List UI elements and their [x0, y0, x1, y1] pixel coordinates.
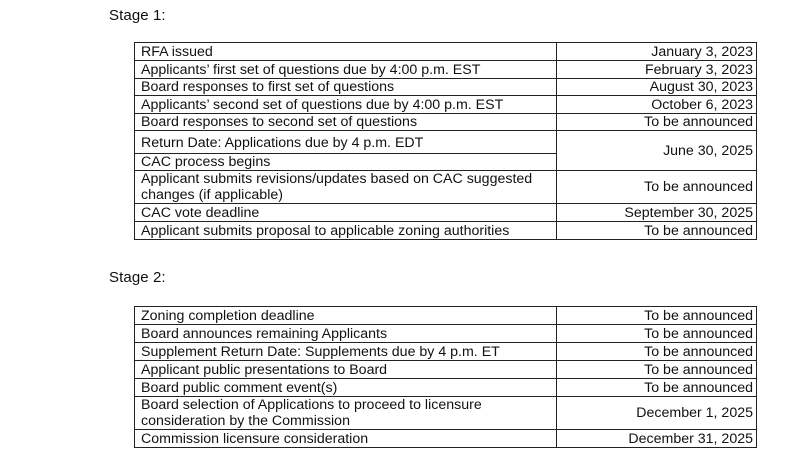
milestone-description: Board announces remaining Applicants	[135, 325, 557, 343]
table-row	[135, 379, 757, 397]
milestone-date: October 6, 2023	[557, 96, 757, 114]
milestone-date: To be announced	[557, 222, 757, 240]
table-row	[135, 204, 757, 222]
milestone-description: Commission licensure consideration	[135, 430, 557, 448]
milestone-description: RFA issued	[135, 43, 557, 61]
stage-2-schedule-table	[134, 306, 757, 448]
milestone-description-line: Board selection of Applications to proceed to licensure	[141, 397, 482, 413]
milestone-description: Applicants’ first set of questions due by 4:00 p.m. EST	[135, 61, 557, 79]
milestone-description-line: consideration by the Commission	[141, 413, 350, 429]
milestone-date: To be announced	[557, 361, 757, 379]
milestone-description: CAC vote deadline	[135, 204, 557, 222]
milestone-description-line: changes (if applicable)	[141, 187, 283, 203]
table-row	[135, 397, 757, 430]
milestone-description	[135, 171, 557, 204]
table-row	[135, 131, 757, 171]
milestone-description	[135, 397, 557, 430]
table-row	[135, 43, 757, 61]
milestone-description: Board public comment event(s)	[135, 379, 557, 397]
milestone-date: To be announced	[557, 307, 757, 325]
table-row	[135, 171, 757, 204]
milestone-date: December 1, 2025	[557, 397, 757, 430]
milestone-date: December 31, 2025	[557, 430, 757, 448]
table-row	[135, 61, 757, 79]
table-row	[135, 307, 757, 325]
stage-1-schedule-table	[134, 42, 757, 240]
milestone-description-line: CAC process begins	[141, 154, 271, 170]
stage-2-heading: Stage 2:	[109, 269, 166, 286]
milestone-date: To be announced	[557, 379, 757, 397]
milestone-description: Zoning completion deadline	[135, 307, 557, 325]
milestone-date: To be announced	[557, 171, 757, 204]
milestone-date: To be announced	[557, 343, 757, 361]
milestone-date: To be announced	[557, 114, 757, 131]
milestone-date: January 3, 2023	[557, 43, 757, 61]
milestone-description: Applicants’ second set of questions due by 4:00 p.m. EST	[135, 96, 557, 114]
milestone-description: Board responses to second set of questions	[135, 114, 557, 131]
milestone-description	[135, 131, 557, 171]
milestone-description: Applicant public presentations to Board	[135, 361, 557, 379]
table-row	[135, 361, 757, 379]
table-row	[135, 222, 757, 240]
milestone-date: September 30, 2025	[557, 204, 757, 222]
milestone-description-line: Return Date: Applications due by 4 p.m. EDT	[135, 131, 556, 154]
table-row	[135, 114, 757, 131]
table-row	[135, 343, 757, 361]
milestone-description: Supplement Return Date: Supplements due by 4 p.m. ET	[135, 343, 557, 361]
milestone-date: February 3, 2023	[557, 61, 757, 79]
table-row	[135, 325, 757, 343]
milestone-date: To be announced	[557, 325, 757, 343]
table-row	[135, 79, 757, 96]
table-row	[135, 430, 757, 448]
table-row	[135, 96, 757, 114]
milestone-description: Applicant submits proposal to applicable zoning authorities	[135, 222, 557, 240]
stage-1-heading: Stage 1:	[109, 7, 166, 24]
milestone-date: June 30, 2025	[557, 131, 757, 171]
milestone-description: Board responses to first set of questions	[135, 79, 557, 96]
milestone-date: August 30, 2023	[557, 79, 757, 96]
milestone-description-line: Applicant submits revisions/updates based on CAC suggested	[141, 171, 533, 187]
